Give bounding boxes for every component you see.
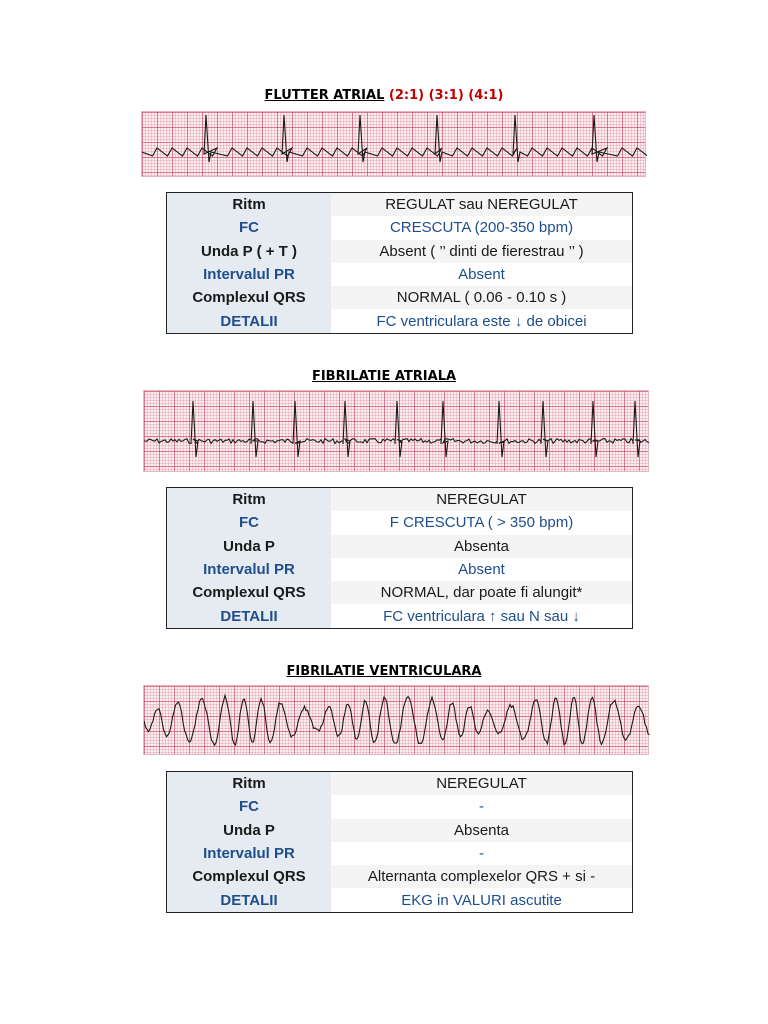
row-label: Intervalul PR bbox=[167, 558, 332, 581]
row-label: Complexul QRS bbox=[167, 286, 332, 309]
section-title-text: FLUTTER ATRIAL bbox=[264, 88, 385, 103]
section-title-text: FIBRILATIE ATRIALA bbox=[311, 369, 457, 384]
row-value: CRESCUTA (200-350 bpm) bbox=[331, 216, 633, 239]
row-value: EKG in VALURI ascutite bbox=[331, 888, 633, 912]
row-value: Absent bbox=[331, 558, 633, 581]
row-value: NORMAL, dar poate fi alungit* bbox=[331, 581, 633, 604]
table-row bbox=[167, 558, 633, 581]
table-row bbox=[167, 286, 633, 309]
table-row bbox=[167, 865, 633, 888]
ecg-trace-vf bbox=[144, 686, 650, 756]
table-row bbox=[167, 604, 633, 628]
table-row bbox=[167, 842, 633, 865]
table-row bbox=[167, 240, 633, 263]
row-value: REGULAT sau NEREGULAT bbox=[331, 193, 633, 217]
row-label: Intervalul PR bbox=[167, 842, 332, 865]
ecg-strip-vf bbox=[143, 685, 649, 755]
row-label: Unda P ( + T ) bbox=[167, 240, 332, 263]
row-label: DETALII bbox=[167, 888, 332, 912]
row-value: - bbox=[331, 842, 633, 865]
fibrilatie-ventriculara-table bbox=[166, 771, 633, 913]
row-label: Unda P bbox=[167, 535, 332, 558]
ecg-strip-af bbox=[143, 390, 649, 472]
ecg-waveform bbox=[142, 115, 647, 162]
row-value: FC ventriculara este ↓ de obicei bbox=[331, 309, 633, 333]
table-row bbox=[167, 772, 633, 796]
row-value: NORMAL ( 0.06 - 0.10 s ) bbox=[331, 286, 633, 309]
row-value: Alternanta complexelor QRS + si - bbox=[331, 865, 633, 888]
row-label: DETALII bbox=[167, 604, 332, 628]
row-label: Complexul QRS bbox=[167, 865, 332, 888]
fibrilatie-atriala-title bbox=[0, 369, 768, 384]
table-row bbox=[167, 309, 633, 333]
flutter-atrial-table bbox=[166, 192, 633, 334]
row-value: FC ventriculara ↑ sau N sau ↓ bbox=[331, 604, 633, 628]
table-row bbox=[167, 819, 633, 842]
flutter-atrial-title bbox=[0, 88, 768, 103]
row-value: Absenta bbox=[331, 535, 633, 558]
row-value: NEREGULAT bbox=[331, 772, 633, 796]
row-label: Complexul QRS bbox=[167, 581, 332, 604]
row-value: Absent ( ’’ dinti de fierestrau ’’ ) bbox=[331, 240, 633, 263]
conduction-ratios: (2:1) (3:1) (4:1) bbox=[388, 88, 504, 103]
table-row bbox=[167, 193, 633, 217]
ecg-trace-af bbox=[144, 391, 650, 473]
table-row bbox=[167, 795, 633, 818]
fibrilatie-atriala-table bbox=[166, 487, 633, 629]
row-label: FC bbox=[167, 216, 332, 239]
row-label: Ritm bbox=[167, 193, 332, 217]
row-label: FC bbox=[167, 795, 332, 818]
table-row bbox=[167, 263, 633, 286]
fibrilatie-ventriculara-title bbox=[0, 664, 768, 679]
ecg-waveform bbox=[144, 401, 649, 457]
table-row bbox=[167, 216, 633, 239]
section-title-text: FIBRILATIE VENTRICULARA bbox=[286, 664, 482, 679]
row-label: Unda P bbox=[167, 819, 332, 842]
row-value: - bbox=[331, 795, 633, 818]
table-row bbox=[167, 888, 633, 912]
row-value: F CRESCUTA ( > 350 bpm) bbox=[331, 511, 633, 534]
row-value: Absent bbox=[331, 263, 633, 286]
row-value: NEREGULAT bbox=[331, 488, 633, 512]
ecg-strip-flutter bbox=[141, 111, 646, 177]
table-row bbox=[167, 535, 633, 558]
table-row bbox=[167, 488, 633, 512]
ecg-waveform bbox=[144, 695, 650, 745]
row-label: Intervalul PR bbox=[167, 263, 332, 286]
row-label: FC bbox=[167, 511, 332, 534]
ecg-trace-flutter bbox=[142, 112, 647, 178]
row-value: Absenta bbox=[331, 819, 633, 842]
row-label: Ritm bbox=[167, 772, 332, 796]
table-row bbox=[167, 581, 633, 604]
table-row bbox=[167, 511, 633, 534]
row-label: Ritm bbox=[167, 488, 332, 512]
row-label: DETALII bbox=[167, 309, 332, 333]
